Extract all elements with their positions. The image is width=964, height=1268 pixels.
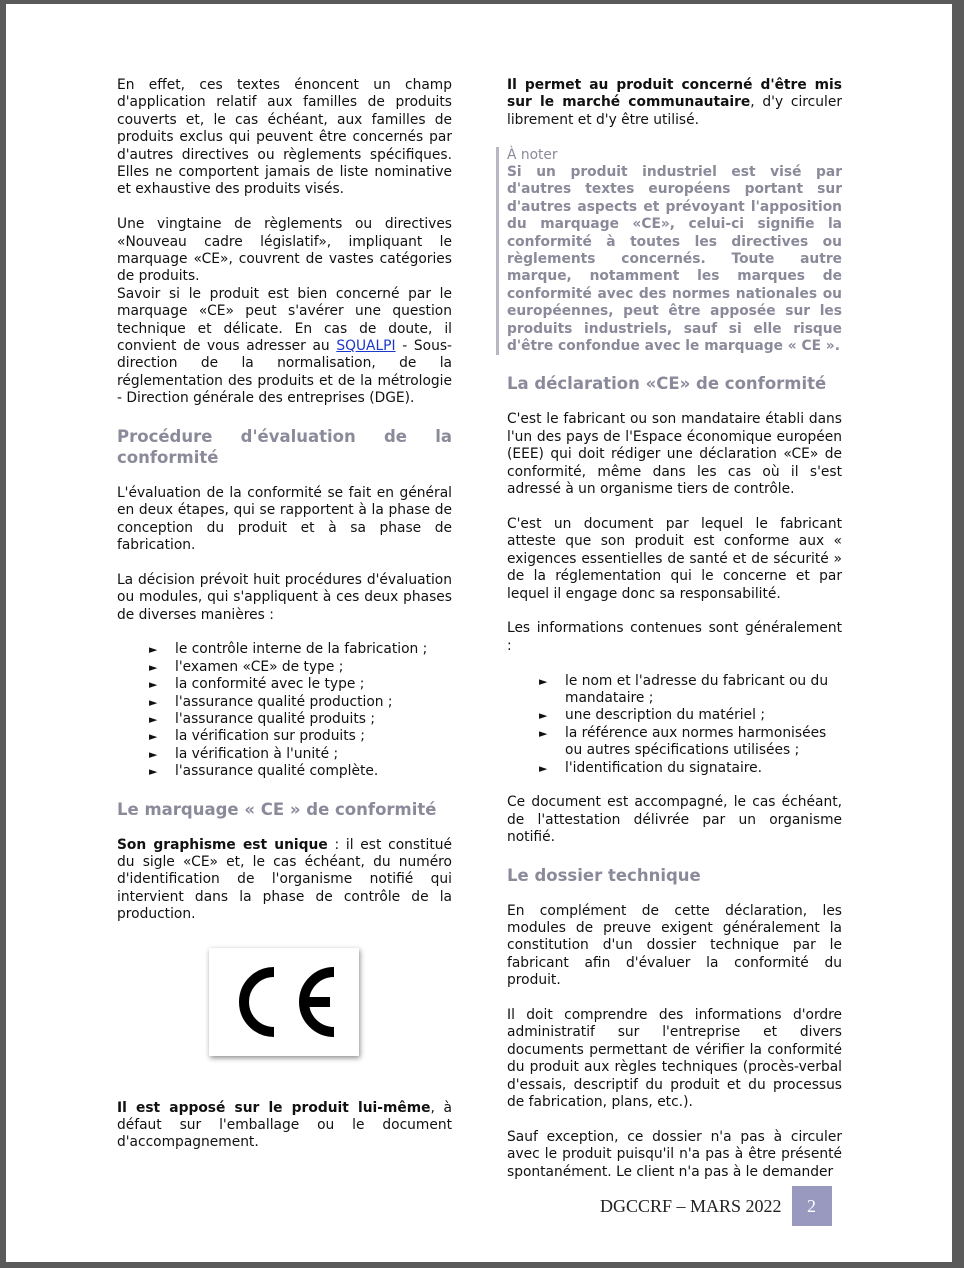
note-body: Si un produit industriel est visé par d'autres textes européens portant sur d'autres aspects et prévoyant l'apposition du marquage «CE», celui-ci signifie la conformité à toutes les directives ou règlements concernés. Toute autre marque, notamment les marques de conformité avec des normes nationales ou européennes, peut être apposée sur les produits industriels, sauf si elle risque d'être confondue avec le marquage « CE ». (507, 164, 842, 355)
page-footer (600, 1186, 832, 1226)
list-item-text: l'identification du signataire. (565, 759, 763, 776)
bullet-arrow-icon: ► (539, 674, 548, 688)
squalpi-text-after: - Sous-direction de la normalisation, de la réglementation des produits et de la métrologie - Direction générale des entreprises (DGE). (117, 338, 452, 407)
paragraph-document-atteste: C'est un document par lequel le fabricant atteste que son produit est conforme aux « exigences essentielles de santé et de sécurité » de la réglementation qui le concerne et par lequel il engage donc sa responsabilité. (507, 515, 842, 602)
bullet-arrow-icon: ► (149, 643, 158, 657)
heading-procedure-evaluation: Procédure d'évaluation de la conformité (117, 426, 452, 467)
list-item (149, 728, 452, 745)
marche-bold: Il permet au produit concerné d'être mis sur le marché communautaire (507, 77, 842, 111)
paragraph-marche-communautaire (507, 77, 842, 129)
graphisme-rest: : il est constitué du sigle «CE» et, le cas échéant, du numéro d'identification de l'organisme notifié qui intervient dans la phase de contrôle de la production. (117, 836, 452, 923)
list-item-text: le nom et l'adresse du fabricant ou du mandataire ; (565, 672, 829, 706)
ce-mark-icon (222, 960, 346, 1044)
list-item (149, 711, 452, 728)
note-box (496, 147, 842, 356)
document-page (6, 4, 952, 1262)
infos-list (507, 673, 842, 777)
page-number-badge: 2 (792, 1186, 832, 1226)
heading-marquage-ce: Le marquage « CE » de conformité (117, 799, 437, 819)
heading-declaration-ce: La déclaration «CE» de conformité (507, 374, 827, 394)
bullet-arrow-icon: ► (149, 695, 158, 709)
list-item-text: la vérification à l'unité ; (175, 745, 339, 762)
list-item (539, 707, 842, 724)
squalpi-text-before: Savoir si le produit est bien concerné par le marquage «CE» peut s'avérer une question technique et délicate. En cas de doute, il convient de vous adresser au (117, 285, 452, 355)
paragraph-vingtaine-reglements: Une vingtaine de règlements ou directives «Nouveau cadre législatif», impliquant le marquage «CE», couvrent de vastes catégories de produits. (117, 216, 452, 285)
bullet-arrow-icon: ► (149, 765, 158, 779)
left-column (117, 77, 452, 1169)
appose-bold: Il est apposé sur le produit lui-même (117, 1099, 431, 1116)
bullet-arrow-icon: ► (149, 712, 158, 726)
list-item (149, 746, 452, 763)
appose-rest: , à défaut sur l'emballage ou le document d'accompagnement. (117, 1099, 452, 1151)
footer-label: DGCCRF – MARS 2022 (600, 1195, 782, 1216)
bullet-arrow-icon: ► (539, 761, 548, 775)
list-item-text: la référence aux normes harmonisées ou autres spécifications utilisées ; (565, 724, 827, 759)
list-item-text: l'assurance qualité production ; (175, 693, 393, 710)
graphisme-bold: Son graphisme est unique (117, 836, 328, 853)
marche-rest: , d'y circuler librement et d'y être utilisé. (507, 94, 843, 128)
paragraph-evaluation-etapes: L'évaluation de la conformité se fait en général en deux étapes, qui se rapportent à la phase de conception du produit et à sa phase de fabrication. (117, 484, 452, 553)
ce-logo-frame (209, 948, 359, 1056)
paragraph-sauf-exception: Sauf exception, ce dossier n'a pas à circuler avec le produit puisqu'il n'a pas à être présenté spontanément. Le client n'a pas à le demander (507, 1128, 842, 1180)
paragraph-informations-contenues: Les informations contenues sont généralement : (507, 620, 842, 654)
paragraph-complement-declaration: En complément de cette déclaration, les modules de preuve exigent généralement la constitution d'un dossier technique par le fabricant afin d'évaluer la conformité du produit. (507, 902, 842, 989)
list-item (539, 725, 842, 760)
list-item-text: la vérification sur produits ; (175, 728, 365, 745)
list-item (149, 763, 452, 780)
list-item-text: l'assurance qualité produits ; (175, 710, 375, 727)
paragraph-graphisme-unique (117, 837, 452, 924)
bullet-arrow-icon: ► (149, 747, 158, 761)
bullet-arrow-icon: ► (539, 726, 548, 740)
list-item-text: la conformité avec le type ; (175, 676, 365, 693)
list-item-text: l'assurance qualité complète. (175, 763, 379, 780)
bullet-arrow-icon: ► (149, 730, 158, 744)
paragraph-fabricant-mandataire: C'est le fabricant ou son mandataire établi dans l'un des pays de l'Espace économique européen (EEE) qui doit rédiger une déclaration «CE» de conformité, même dans les cas où il s'est adressé à un organisme tiers de contrôle. (507, 411, 842, 498)
list-item-text: une description du matériel ; (565, 707, 766, 724)
list-item (539, 673, 842, 708)
heading-dossier-technique: Le dossier technique (507, 865, 701, 885)
bullet-arrow-icon: ► (149, 678, 158, 692)
note-title: À noter (507, 146, 558, 163)
list-item (539, 760, 842, 777)
modules-list (117, 641, 452, 780)
bullet-arrow-icon: ► (149, 660, 158, 674)
paragraph-attestation: Ce document est accompagné, le cas échéant, de l'attestation délivrée par un organisme notifié. (507, 794, 842, 846)
paragraph-informations-administratif: Il doit comprendre des informations d'ordre administratif sur l'entreprise et divers documents permettant de vérifier la conformité du produit aux règles techniques (procès-verbal d'essais, descriptif du produit et du processus de fabrication, plans, etc.). (507, 1007, 842, 1111)
list-item (149, 659, 452, 676)
bullet-arrow-icon: ► (539, 709, 548, 723)
list-item-text: l'examen «CE» de type ; (175, 658, 344, 675)
paragraph-squalpi (117, 286, 452, 408)
list-item (149, 676, 452, 693)
list-item (149, 694, 452, 711)
paragraph-huit-procedures: La décision prévoit huit procédures d'évaluation ou modules, qui s'appliquent à ces deux phases de diverses manières : (117, 571, 452, 623)
list-item-text: le contrôle interne de la fabrication ; (175, 641, 428, 658)
right-column (507, 77, 842, 1198)
paragraph-champ-application: En effet, ces textes énoncent un champ d'application relatif aux familles de produits couverts et, le cas échéant, aux familles de produits exclus qui peuvent être concernés par d'autres directives ou règlements spécifiques. Elles ne comportent jamais de liste nominative et exhaustive des produits visés. (117, 77, 452, 198)
squalpi-link[interactable]: SQUALPI (336, 338, 396, 355)
list-item (149, 641, 452, 658)
paragraph-appose-produit (117, 1100, 452, 1152)
